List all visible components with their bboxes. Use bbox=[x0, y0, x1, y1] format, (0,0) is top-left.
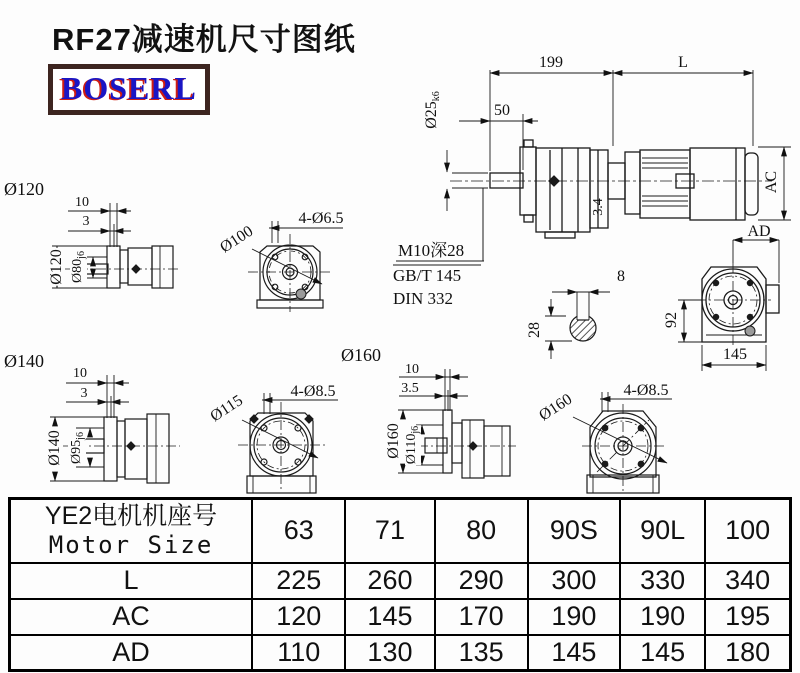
table-header-row bbox=[10, 499, 791, 563]
dim-motor-length: L bbox=[678, 54, 688, 71]
dim-ad: AD bbox=[747, 223, 771, 240]
dim-key-height: 28 bbox=[526, 322, 543, 338]
table-row-ac bbox=[10, 599, 791, 635]
thread-note-line3: DIN 332 bbox=[393, 289, 453, 308]
front-view-115 bbox=[238, 393, 338, 493]
col-90s: 90S bbox=[528, 499, 620, 563]
flange-160-thickness: 10 bbox=[405, 362, 419, 377]
flange-120-outer-dia: Ø120 bbox=[48, 249, 65, 285]
cell-ad-5: 180 bbox=[705, 635, 790, 671]
col-63: 63 bbox=[252, 499, 345, 563]
dim-total-length: 199 bbox=[539, 54, 563, 71]
table-row-l bbox=[10, 563, 791, 599]
cell-ad-3: 145 bbox=[528, 635, 620, 671]
front-view-100 bbox=[248, 221, 343, 312]
front-115-bolt-holes: 4-Ø8.5 bbox=[290, 383, 336, 400]
flange-view-140 bbox=[50, 375, 180, 483]
thread-note-line2: GB/T 145 bbox=[393, 266, 462, 285]
col-90l: 90L bbox=[620, 499, 705, 563]
row-label-ad: AD bbox=[10, 635, 253, 671]
flange-120-thickness: 10 bbox=[75, 195, 89, 210]
col-71: 71 bbox=[345, 499, 434, 563]
dim-center-height: 92 bbox=[663, 312, 680, 328]
flange-140-spigot-dia: $Ø95_{j6}$ bbox=[69, 432, 86, 464]
front-100-dia: Ø100 bbox=[217, 222, 257, 257]
key-section-view bbox=[545, 292, 610, 359]
dim-shaft-length: 50 bbox=[494, 102, 510, 119]
front-115-dia: Ø115 bbox=[207, 391, 247, 426]
cell-ac-0: 120 bbox=[252, 599, 345, 635]
front-160-dia: Ø160 bbox=[536, 390, 576, 425]
cell-ac-4: 190 bbox=[620, 599, 705, 635]
cell-l-5: 340 bbox=[705, 563, 790, 599]
dim-key-width: 8 bbox=[617, 268, 625, 285]
flange-140-title: Ø140 bbox=[4, 351, 44, 371]
brand-logo bbox=[48, 64, 210, 115]
header-cn: YE2电机机座号 bbox=[44, 502, 218, 531]
col-80: 80 bbox=[435, 499, 528, 563]
front-160-bolt-holes: 4-Ø8.5 bbox=[623, 382, 669, 399]
cell-ad-4: 145 bbox=[620, 635, 705, 671]
rear-view bbox=[696, 263, 779, 347]
table-row-ad bbox=[10, 635, 791, 671]
cell-l-3: 300 bbox=[528, 563, 620, 599]
cell-ad-2: 135 bbox=[435, 635, 528, 671]
flange-140-spigot-depth: 3 bbox=[80, 386, 88, 401]
cell-ac-1: 145 bbox=[345, 599, 434, 635]
flange-160-outer-dia: Ø160 bbox=[385, 423, 402, 459]
flange-160-spigot-depth: 3.5 bbox=[401, 381, 419, 396]
cell-ac-2: 170 bbox=[435, 599, 528, 635]
table-header-cell bbox=[10, 499, 253, 563]
flange-120-title: Ø120 bbox=[4, 179, 44, 199]
cell-l-1: 260 bbox=[345, 563, 434, 599]
thread-note-line1: M10深28 bbox=[398, 241, 465, 260]
flange-120-spigot-depth: 3 bbox=[82, 214, 90, 229]
flange-120-spigot-dia: $Ø80_{j6}$ bbox=[70, 251, 87, 283]
dim-shaft-diameter: $Ø25_{k6}$ bbox=[423, 91, 442, 129]
front-100-bolt-holes: 4-Ø6.5 bbox=[298, 210, 344, 227]
brand-logo-text: BOSERL bbox=[61, 70, 197, 106]
flange-160-title: Ø160 bbox=[341, 345, 381, 365]
dim-ac: AC bbox=[763, 170, 780, 194]
front-view-160 bbox=[573, 392, 672, 493]
flange-140-outer-dia: Ø140 bbox=[46, 430, 63, 466]
dim-base-width: 145 bbox=[723, 346, 747, 363]
cell-l-0: 225 bbox=[252, 563, 345, 599]
dim-detail-34: 3.4 bbox=[591, 198, 606, 216]
flange-140-thickness: 10 bbox=[73, 366, 87, 381]
cell-l-4: 330 bbox=[620, 563, 705, 599]
main-side-view bbox=[450, 140, 772, 238]
cell-ac-3: 190 bbox=[528, 599, 620, 635]
cell-l-2: 290 bbox=[435, 563, 528, 599]
page-title: RF27减速机尺寸图纸 bbox=[52, 22, 356, 57]
col-100: 100 bbox=[705, 499, 790, 563]
header-en: Motor Size bbox=[48, 531, 214, 560]
cell-ac-5: 195 bbox=[705, 599, 790, 635]
motor-size-table bbox=[8, 497, 792, 672]
row-label-ac: AC bbox=[10, 599, 253, 635]
cell-ad-1: 130 bbox=[345, 635, 434, 671]
row-label-l: L bbox=[10, 563, 253, 599]
cell-ad-0: 110 bbox=[252, 635, 345, 671]
flange-160-spigot-dia: $Ø110_{j6}$ bbox=[404, 425, 421, 465]
